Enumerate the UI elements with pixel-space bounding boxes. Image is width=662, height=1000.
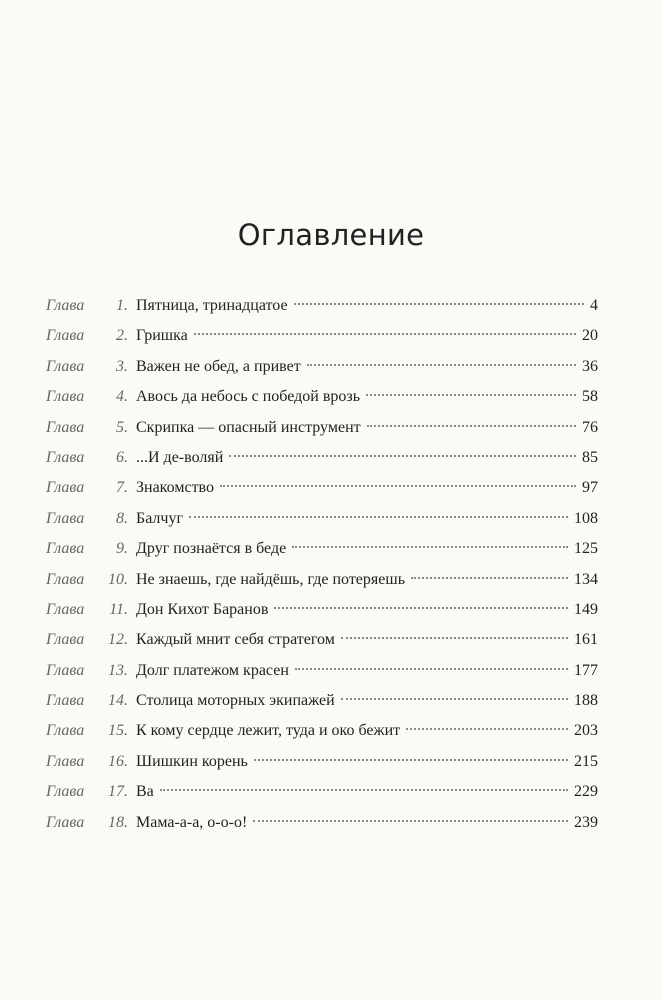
chapter-number: 11 <box>109 600 124 618</box>
page-number: 161 <box>574 631 598 649</box>
chapter-prefix: Глава <box>46 479 85 497</box>
chapter-prefix: Глава <box>46 418 85 436</box>
page-number: 58 <box>582 388 598 406</box>
chapter-prefix: Глава <box>46 661 85 679</box>
dot-leader <box>411 577 568 579</box>
chapter-number: 14 <box>108 692 124 710</box>
chapter-number: 13 <box>108 661 124 679</box>
chapter-title: Дон Кихот Баранов <box>136 600 269 618</box>
dot-leader <box>292 546 568 548</box>
toc-entry[interactable]: Глава 6 . ...И де-воляй 85 <box>46 443 598 473</box>
dot-leader <box>253 820 568 822</box>
dot-leader <box>406 728 568 730</box>
page-number: 134 <box>574 570 598 588</box>
toc-entry[interactable]: Глава 9 . Друг познаётся в беде 125 <box>46 534 598 564</box>
chapter-title: Ва <box>136 783 154 801</box>
chapter-number: 3 <box>116 357 124 375</box>
dot-leader <box>160 789 568 791</box>
page-number: 20 <box>582 327 598 345</box>
page-number: 149 <box>574 600 598 618</box>
chapter-number: 15 <box>108 722 124 740</box>
dot-leader <box>294 303 584 305</box>
toc-entry[interactable]: Глава 15 . К кому сердце лежит, туда и око бежит 203 <box>46 716 598 746</box>
toc-entry[interactable]: Глава 8 . Балчуг 108 <box>46 504 598 534</box>
page-number: 177 <box>574 661 598 679</box>
chapter-number: 5 <box>116 418 124 436</box>
chapter-prefix: Глава <box>46 570 85 588</box>
dot-leader <box>295 668 568 670</box>
toc-entry[interactable]: Глава 11 . Дон Кихот Баранов 149 <box>46 595 598 625</box>
page-number: 239 <box>574 813 598 831</box>
toc-entry[interactable]: Глава 1 . Пятница, тринадцатое 4 <box>46 291 598 321</box>
toc-entry[interactable]: Глава 3 . Важен не обед, а привет 36 <box>46 352 598 382</box>
chapter-prefix: Глава <box>46 722 85 740</box>
dot-leader <box>366 394 576 396</box>
chapter-number: 12 <box>108 631 124 649</box>
page-number: 203 <box>574 722 598 740</box>
chapter-number: 6 <box>116 448 124 466</box>
dot-leader <box>189 516 568 518</box>
dot-leader <box>341 698 568 700</box>
dot-leader <box>367 425 576 427</box>
chapter-title: Скрипка — опасный инструмент <box>136 418 361 436</box>
chapter-prefix: Глава <box>46 752 85 770</box>
chapter-prefix: Глава <box>46 327 85 345</box>
chapter-number: 8 <box>116 509 124 527</box>
toc-entry[interactable]: Глава 14 . Столица моторных экипажей 188 <box>46 686 598 716</box>
chapter-number: 9 <box>116 540 124 558</box>
page-number: 85 <box>582 448 598 466</box>
chapter-number: 1 <box>116 297 124 314</box>
chapter-title: Гришка <box>136 327 188 345</box>
toc-entry[interactable]: Глава 16 . Шишкин корень 215 <box>46 747 598 777</box>
chapter-title: Шишкин корень <box>136 752 248 770</box>
dot-leader <box>194 333 576 335</box>
chapter-number: 4 <box>116 388 124 406</box>
chapter-prefix: Глава <box>46 357 85 375</box>
dot-leader <box>307 364 576 366</box>
chapter-title: Знакомство <box>136 479 214 497</box>
chapter-title: К кому сердце лежит, туда и око бежит <box>136 722 401 740</box>
page-number: 97 <box>582 479 598 497</box>
dot-leader <box>254 759 568 761</box>
toc-list <box>46 291 598 838</box>
chapter-title: Друг познаётся в беде <box>136 540 287 558</box>
chapter-title: Пятница, тринадцатое <box>136 297 288 314</box>
toc-title: Оглавление <box>237 218 425 252</box>
chapter-number: 17 <box>108 783 124 801</box>
page-number: 125 <box>574 540 598 558</box>
chapter-title: Каждый мнит себя стратегом <box>136 631 335 649</box>
chapter-prefix: Глава <box>46 783 85 801</box>
page-number: 76 <box>582 418 598 436</box>
page-number: 188 <box>574 692 598 710</box>
chapter-prefix: Глава <box>46 388 85 406</box>
chapter-prefix: Глава <box>46 540 85 558</box>
chapter-prefix: Глава <box>46 813 85 831</box>
dot-leader <box>341 637 568 639</box>
chapter-title: Столица моторных экипажей <box>136 692 335 710</box>
chapter-number: 16 <box>108 752 124 770</box>
chapter-title: Долг платежом красен <box>136 661 289 679</box>
chapter-number: 2 <box>116 327 124 345</box>
chapter-number: 10 <box>108 570 124 588</box>
page-number: 108 <box>574 509 598 527</box>
page-number: 215 <box>574 752 598 770</box>
dot-leader <box>220 485 576 487</box>
toc-entry[interactable]: Глава 10 . Не знаешь, где найдёшь, где потеряешь 134 <box>46 565 598 595</box>
chapter-title: ...И де-воляй <box>136 448 224 466</box>
toc-entry[interactable]: Глава 4 . Авось да небось с победой врозь 58 <box>46 382 598 412</box>
dot-leader <box>274 607 568 609</box>
chapter-prefix: Глава <box>46 631 85 649</box>
page-number: 229 <box>574 783 598 801</box>
toc-entry[interactable]: Глава 7 . Знакомство 97 <box>46 473 598 503</box>
chapter-title: Важен не обед, а привет <box>136 357 301 375</box>
chapter-number: 7 <box>116 479 124 497</box>
dot-leader <box>229 455 576 457</box>
chapter-prefix: Глава <box>46 448 85 466</box>
page-number: 36 <box>582 357 598 375</box>
chapter-title: Авось да небось с победой врозь <box>136 388 360 406</box>
chapter-number: 18 <box>108 813 124 831</box>
page-number: 4 <box>590 297 598 314</box>
toc-entry[interactable]: Глава 2 . Гришка 20 <box>46 321 598 351</box>
chapter-title: Не знаешь, где найдёшь, где потеряешь <box>136 570 405 588</box>
chapter-prefix: Глава <box>46 297 85 314</box>
toc-entry[interactable]: Глава 18 . Мама-а-а, о-о-о! 239 <box>46 808 598 838</box>
toc-entry[interactable]: Глава 12 . Каждый мнит себя стратегом 161 <box>46 625 598 655</box>
chapter-title: Мама-а-а, о-о-о! <box>136 813 248 831</box>
chapter-title: Балчуг <box>136 509 184 527</box>
chapter-prefix: Глава <box>46 600 85 618</box>
chapter-prefix: Глава <box>46 692 85 710</box>
toc-entry[interactable]: Глава 13 . Долг платежом красен 177 <box>46 656 598 686</box>
toc-entry[interactable]: Глава 17 . Ва 229 <box>46 777 598 807</box>
toc-entry[interactable]: Глава 5 . Скрипка — опасный инструмент 76 <box>46 413 598 443</box>
chapter-prefix: Глава <box>46 509 85 527</box>
